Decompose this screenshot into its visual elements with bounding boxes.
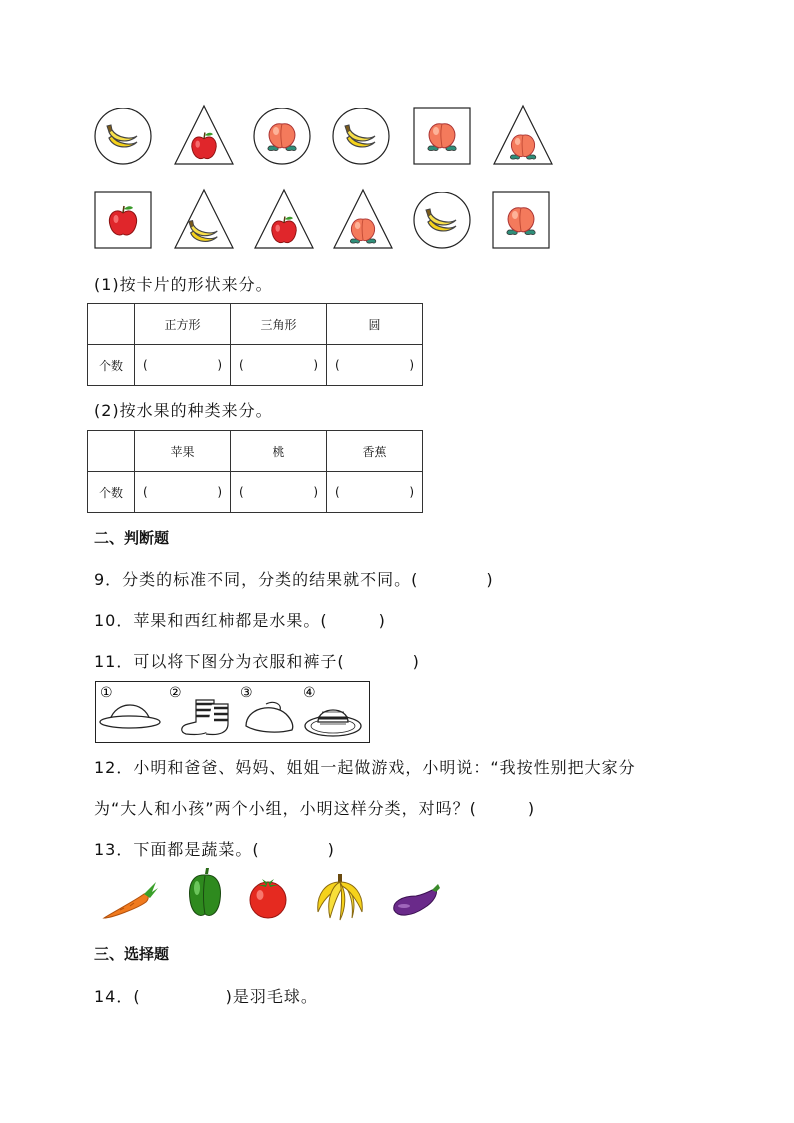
banana-bunch-icon bbox=[312, 870, 368, 926]
straw-hat-icon bbox=[303, 685, 361, 736]
item-number: ④ bbox=[303, 685, 316, 701]
header-square: 正方形 bbox=[135, 304, 231, 345]
section-heading-choice: 三、选择题 bbox=[94, 945, 170, 963]
apple-triangle-card bbox=[253, 188, 315, 250]
table1-caption: (1)按卡片的形状来分。 bbox=[94, 275, 273, 294]
answer-cell[interactable]: ( ) bbox=[327, 472, 423, 513]
question-12-line2: 为“大人和小孩”两个小组，小明这样分类，对吗？( ) bbox=[94, 799, 536, 818]
table2-caption: (2)按水果的种类来分。 bbox=[94, 401, 273, 420]
question-11: 11．可以将下图分为衣服和裤子( ) bbox=[94, 652, 420, 671]
header-peach: 桃 bbox=[231, 431, 327, 472]
header-banana: 香蕉 bbox=[327, 431, 423, 472]
banana-triangle-card bbox=[173, 188, 235, 250]
peach-square-card bbox=[492, 191, 550, 249]
item-number: ① bbox=[100, 685, 113, 701]
question-12-line1: 12．小明和爸爸、妈妈、姐姐一起做游戏，小明说：“我按性别把大家分 bbox=[94, 758, 636, 777]
answer-cell[interactable]: ( ) bbox=[327, 345, 423, 386]
question-10: 10．苹果和西红柿都是水果。( ) bbox=[94, 611, 386, 630]
socks-icon bbox=[169, 685, 228, 735]
row-label: 个数 bbox=[88, 345, 135, 386]
header-triangle: 三角形 bbox=[231, 304, 327, 345]
hat-icon bbox=[100, 685, 160, 728]
fruit-count-table bbox=[87, 430, 423, 513]
cap-icon bbox=[240, 685, 293, 732]
peach-triangle-card bbox=[332, 188, 394, 250]
section-heading-judgement: 二、判断题 bbox=[94, 529, 170, 547]
green-pepper-icon bbox=[186, 868, 224, 924]
peach-circle-card bbox=[253, 108, 313, 166]
table-corner-cell bbox=[88, 431, 135, 472]
eggplant-icon bbox=[388, 880, 444, 924]
banana-circle-card bbox=[94, 108, 154, 166]
question-9: 9．分类的标准不同，分类的结果就不同。( ) bbox=[94, 570, 494, 589]
tomato-icon bbox=[248, 875, 288, 923]
banana-circle-card bbox=[332, 108, 392, 166]
answer-cell[interactable]: ( ) bbox=[231, 345, 327, 386]
item-number: ② bbox=[169, 685, 182, 701]
question-13: 13．下面都是蔬菜。( ) bbox=[94, 840, 335, 859]
peach-triangle-card bbox=[492, 104, 554, 166]
answer-cell[interactable]: ( ) bbox=[231, 472, 327, 513]
answer-cell[interactable]: ( ) bbox=[135, 345, 231, 386]
header-circle: 圆 bbox=[327, 304, 423, 345]
banana-circle-card bbox=[413, 192, 473, 250]
apple-triangle-card bbox=[173, 104, 235, 166]
row-label: 个数 bbox=[88, 472, 135, 513]
header-apple: 苹果 bbox=[135, 431, 231, 472]
item-number: ③ bbox=[240, 685, 253, 701]
clothing-strip bbox=[95, 681, 370, 743]
shape-count-table bbox=[87, 303, 423, 386]
carrot-icon bbox=[100, 878, 160, 926]
table-corner-cell bbox=[88, 304, 135, 345]
question-14: 14．( )是羽毛球。 bbox=[94, 987, 318, 1006]
peach-square-card bbox=[413, 107, 471, 165]
answer-cell[interactable]: ( ) bbox=[135, 472, 231, 513]
apple-square-card bbox=[94, 191, 152, 249]
